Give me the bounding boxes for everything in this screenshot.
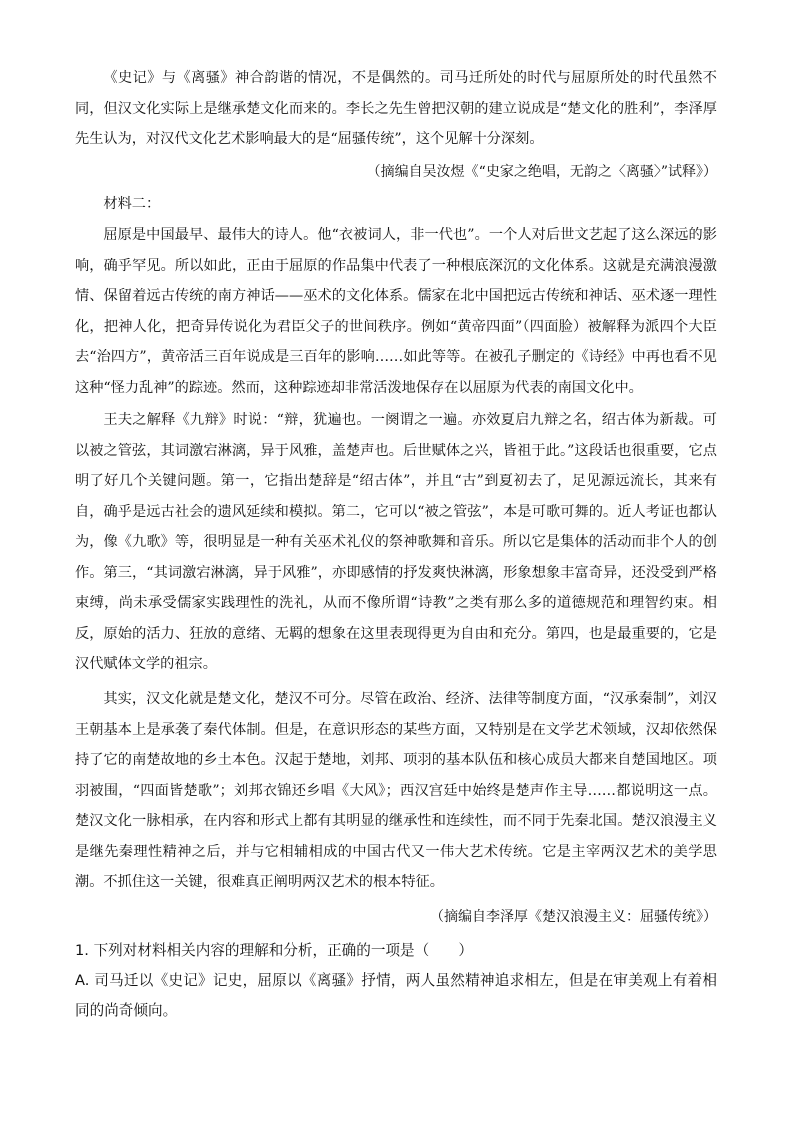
paragraph-shiji-lisao: 《史记》与《离骚》神合韵谐的情况，不是偶然的。司马迁所处的时代与屈原所处的时代虽然不同，但汉文化实际上是继承楚文化而来的。李长之先生曾把汉朝的建立说成是“楚文化的胜利”，李泽厚先生认为，对汉代文化艺术影响最大的是“屈骚传统”，这个见解十分深刻。: [75, 70, 717, 147]
question-1: 1. 下列对材料相关内容的理解和分析，正确的一项是（ ）: [75, 942, 474, 959]
paragraph-wang-fuzhi: 王夫之解释《九辩》时说：“辩，犹遍也。一阕谓之一遍。亦效夏启九辩之名，绍古体为新裁。可以被之管弦，其词激宕淋漓，异于风雅，盖楚声也。后世赋体之兴，皆祖于此。”这段话也很重要，它点明了好几个关键问题。第一，它指出楚辞是“绍古体”，并且“古”到夏初去了，足见源远流长，其来有自，确乎是远古社会的遗风延续和模拟。第二，它可以“被之管弦”，本是可歌可舞的。近人考证也都认为，像《九歌》等，很明显是一种有关巫术礼仪的祭神歌舞和音乐。所以它是集体的活动而非个人的创作。第三，“其词激宕淋漓，异于风雅”，亦即感情的抒发爽快淋漓，形象想象丰富奇异，还没受到严格束缚，尚未承受儒家实践理性的洗礼，从而不像所谓“诗教”之类有那么多的道德规范和理智约束。相反，原始的活力、狂放的意绪、无羁的想象在这里表现得更为自由和充分。第四，也是最重要的，它是汉代赋体文学的祖宗。: [75, 412, 717, 672]
material-2-label: 材料二：: [103, 196, 161, 212]
option-a: A. 司马迁以《史记》记史，屈原以《离骚》抒情，两人虽然精神追求相左，但是在审美观上有着相同的尚奇倾向。: [75, 972, 717, 1019]
source-citation-li-zehou: （摘编自李泽厚《楚汉浪漫主义：屈骚传统》）: [430, 909, 717, 925]
paragraph-quyuan-poet: 屈原是中国最早、最伟大的诗人。他“衣被词人，非一代也”。一个人对后世文艺起了这么深远的影响，确乎罕见。所以如此，正由于屈原的作品集中代表了一种根底深沉的文化体系。这就是充满浪漫激情、保留着远古传统的南方神话——巫术的文化体系。儒家在北中国把远古传统和神话、巫术逐一理性化，把神人化，把奇异传说化为君臣父子的世间秩序。例如“黄帝四面”（四面脸）被解释为派四个大臣去“治四方”，黄帝活三百年说成是三百年的影响……如此等等。在被孔子删定的《诗经》中再也看不见这种“怪力乱神”的踪迹。然而，这种踪迹却非常活泼地保存在以屈原为代表的南国文化中。: [75, 227, 717, 396]
source-citation-wu-ruyu: （摘编自吴汝煜《“史家之绝唱，无韵之〈离骚〉”试释》）: [366, 164, 717, 180]
paragraph-chu-han-culture: 其实，汉文化就是楚文化，楚汉不可分。尽管在政治、经济、法律等制度方面，“汉承秦制”，刘汉王朝基本上是承袭了秦代体制。但是，在意识形态的某些方面，又特别是在文学艺术领域，汉却依然保持了它的南楚故地的乡土本色。汉起于楚地，刘邦、项羽的基本队伍和核心成员大都来自楚国地区。项羽被围，“四面皆楚歌”；刘邦衣锦还乡唱《大风》；西汉宫廷中始终是楚声作主导……都说明这一点。楚汉文化一脉相承，在内容和形式上都有其明显的继承性和连续性，而不同于先秦北国。楚汉浪漫主义是继先秦理性精神之后，并与它相辅相成的中国古代又一伟大艺术传统。它是主宰两汉艺术的美学思潮。不抓住这一关键，很难真正阐明两汉艺术的根本特征。: [75, 691, 717, 890]
